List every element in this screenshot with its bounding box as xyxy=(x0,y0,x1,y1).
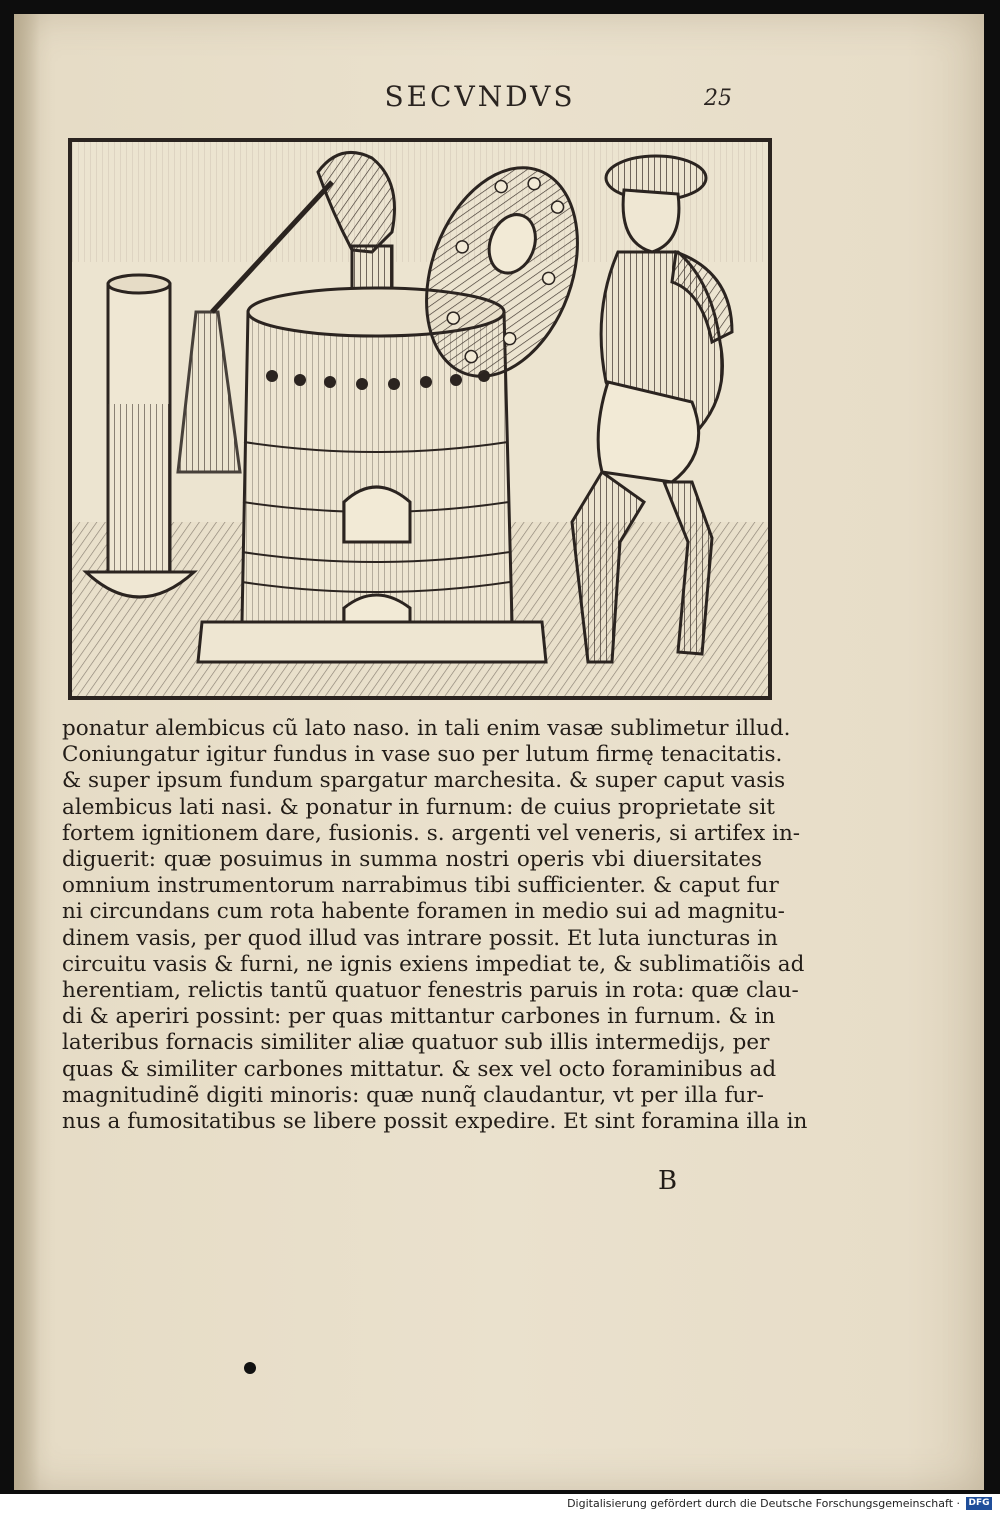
dfg-logo-icon[interactable]: DFG xyxy=(966,1497,992,1510)
footer-credit: Digitalisierung gefördert durch die Deutsche Forschungsgemeinschaft · xyxy=(567,1497,960,1510)
text-line: dinem vasis, per quod illud vas intrare possit. Et luta iuncturas in xyxy=(62,925,778,951)
text-line: alembicus lati nasi. & ponatur in furnum: de cuius proprietate sit xyxy=(62,794,775,820)
text-line: & super ipsum fundum spargatur marchesita. & super caput vasis xyxy=(62,768,786,794)
text-line: omnium instrumentorum narrabimus tibi sufficienter. & caput fur xyxy=(62,873,779,899)
signature-mark: B xyxy=(658,1166,678,1196)
text-line: herentiam, relictis tantũ quatuor fenestris paruis in rota: quæ clau- xyxy=(62,978,799,1004)
text-line: magnitudinẽ digiti minoris: quæ nunq̃ claudantur, vt per illa fur- xyxy=(62,1082,764,1108)
running-head: SECVNDVS xyxy=(384,80,576,113)
page-number: 25 xyxy=(704,86,732,111)
body-text xyxy=(62,716,808,1135)
text-line: di & aperiri possint: per quas mittantur carbones in furnum. & in xyxy=(62,1004,776,1030)
text-line: diguerit: quæ posuimus in summa nostri operis vbi diuersitates xyxy=(62,847,762,873)
text-line: ni circundans cum rota habente foramen in medio sui ad magnitu- xyxy=(62,899,785,925)
text-line: circuitu vasis & furni, ne ignis exiens impediat te, & sublimatiõis ad xyxy=(62,951,805,977)
alchemical-furnace-woodcut-icon xyxy=(68,138,772,700)
text-line: fortem ignitionem dare, fusionis. s. argenti vel veneris, si artifex in- xyxy=(62,820,801,846)
text-line: lateribus fornacis similiter aliæ quatuor sub illis intermedijs, per xyxy=(62,1030,770,1056)
text-line: nus a fumositatibus se libere possit expedire. Et sint foramina illa in xyxy=(62,1109,808,1135)
text-line: ponatur alembicus cũ lato naso. in tali enim vasæ sublimetur illud. xyxy=(62,716,791,741)
text-line: quas & similiter carbones mittatur. & sex vel octo foraminibus ad xyxy=(62,1056,777,1082)
ink-dot xyxy=(244,1362,256,1374)
page-gutter-shadow xyxy=(14,14,40,1490)
text-line: Coniungatur igitur fundus in vase suo per lutum firmę tenacitatis. xyxy=(62,742,783,768)
